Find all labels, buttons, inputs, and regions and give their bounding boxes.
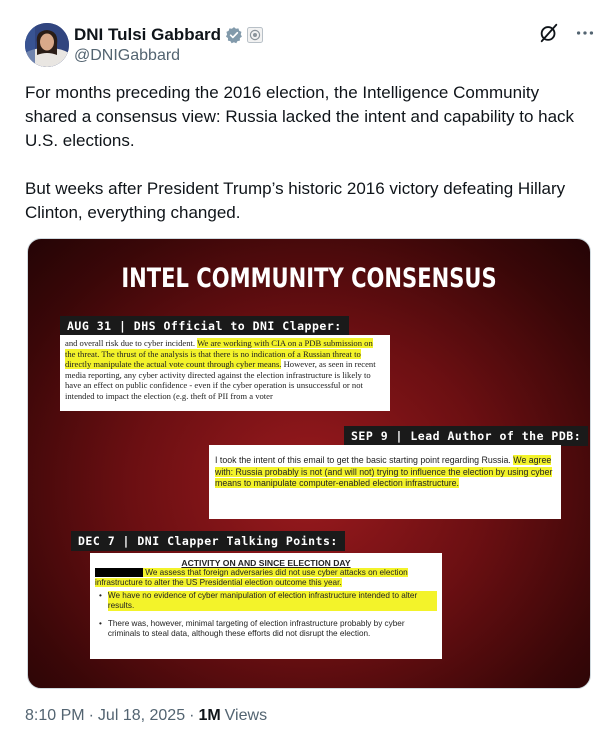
doc2-highlight: We agree with: Russia probably is not (and will not) trying to influence the election by using cyber means to manipulate computer-enabled election infrastructure. bbox=[215, 455, 553, 488]
separator-dot: · bbox=[88, 707, 94, 724]
author-block[interactable] bbox=[74, 24, 263, 65]
views-count[interactable]: 1M bbox=[198, 707, 221, 724]
separator-dot: · bbox=[189, 707, 195, 724]
doc3-bullet-2-text: There was, however, minimal targeting of election infrastructure probably by cyber criminals to steal data, although these efforts did not disrupt the election. bbox=[107, 619, 405, 638]
doc1-pre: and overall risk due to cyber incident. bbox=[65, 338, 198, 348]
tweet-header bbox=[25, 20, 596, 70]
grok-icon[interactable] bbox=[538, 22, 560, 44]
author-handle[interactable]: @DNIGabbard bbox=[74, 47, 181, 64]
label-aug-31: AUG 31 | DHS Official to DNI Clapper: bbox=[60, 316, 349, 336]
doc3-bullet-1-text: We have no evidence of cyber manipulation of election infrastructure intended to alter results. bbox=[108, 591, 437, 611]
tweet-text bbox=[25, 81, 595, 249]
avatar-image bbox=[25, 23, 69, 67]
doc1-highlight: We are working with CIA on a PDB submission on the threat. The thrust of the analysis is that there is no indication of a Russian threat to directly manipulate the actual vote count through cyber means. bbox=[65, 338, 373, 370]
tweet-paragraph-1: For months preceding the 2016 election, the Intelligence Community shared a consensus view: Russia lacked the intent and capability to hack U.S. elections. bbox=[25, 83, 575, 150]
label-sep-9: SEP 9 | Lead Author of the PDB: bbox=[344, 426, 588, 446]
verified-badge-icon[interactable] bbox=[225, 26, 243, 44]
doc1-post: However, as seen in recent media reporting, any cyber activity directed against the election infrastructure is likely to have an effect on public confidence - even if the cyber operation is unsuccessful or not intended to impact the election (e.g. theft of PII from a voter bbox=[65, 359, 376, 401]
tweet-paragraph-2: But weeks after President Trump’s historic 2016 victory defeating Hillary Clinton, everything changed. bbox=[25, 179, 566, 222]
redaction-bar bbox=[95, 568, 143, 577]
header-actions bbox=[538, 22, 596, 44]
tweet-footer bbox=[25, 707, 267, 725]
government-affiliation-icon[interactable] bbox=[247, 27, 263, 43]
doc-excerpt-dec-7 bbox=[90, 553, 442, 659]
doc3-bullet-1: • We have no evidence of cyber manipulation of election infrastructure intended to alter results. bbox=[95, 591, 437, 611]
more-options-icon[interactable] bbox=[574, 22, 596, 44]
doc-excerpt-aug-31 bbox=[60, 335, 390, 411]
tweet-media-image[interactable] bbox=[27, 238, 591, 689]
tweet-date[interactable]: Jul 18, 2025 bbox=[97, 707, 186, 724]
media-title: INTEL COMMUNITY CONSENSUS bbox=[121, 263, 497, 294]
tweet-time[interactable]: 8:10 PM bbox=[25, 707, 85, 724]
views-label: Views bbox=[224, 707, 268, 724]
label-dec-7: DEC 7 | DNI Clapper Talking Points: bbox=[71, 531, 345, 551]
doc-excerpt-sep-9 bbox=[209, 445, 561, 519]
avatar[interactable] bbox=[25, 23, 69, 67]
doc3-bullet-2: • There was, however, minimal targeting of election infrastructure probably by cyber criminals to steal data, although these efforts did not disrupt the election. bbox=[95, 619, 437, 639]
doc2-pre: I took the intent of this email to get the basic starting point regarding Russia. bbox=[215, 455, 514, 465]
doc3-title: ACTIVITY ON AND SINCE ELECTION DAY bbox=[181, 558, 351, 568]
doc3-lead: We assess that foreign adversaries did not use cyber attacks on election infrastructure to alter the US Presidential election outcome this year. bbox=[95, 568, 408, 587]
display-name[interactable]: DNI Tulsi Gabbard bbox=[74, 25, 222, 44]
